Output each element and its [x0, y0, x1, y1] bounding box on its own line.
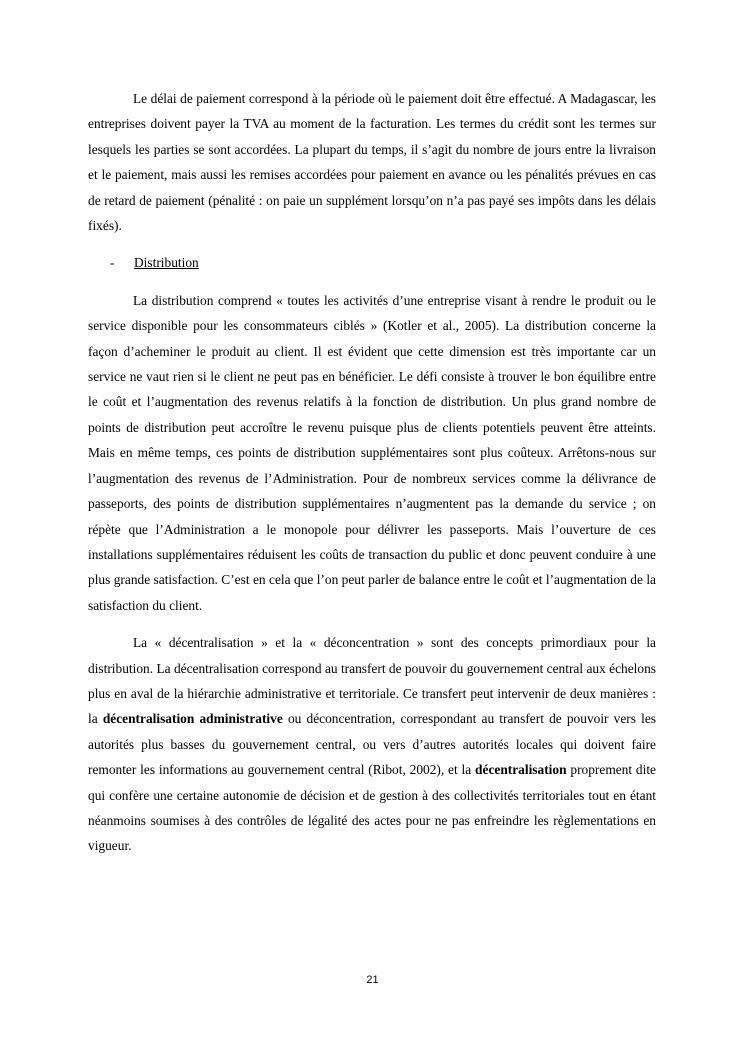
paragraph-distribution: La distribution comprend « toutes les activités d’une entreprise visant à rendre le produit ou le service disponible pour les consommateurs ciblés » (Kotler et al., 2005). La distribution concerne la façon d’acheminer le produit au client. Il est évident que cette dimension est très importante car un service ne vaut rien si le client ne peut pas en bénéficier. Le défi consiste à trouver le bon équilibre entre le coût et l’augmentation des revenus relatifs à la fonction de distribution. Un plus grand nombre de points de distribution peut accroître le revenu puisque plus de clients potentiels peuvent être atteints. Mais en même temps, ces points de distribution supplémentaires sont plus coûteux. Arrêtons-nous sur l’augmentation des revenus de l’Administration. Pour de nombreux services comme la délivrance de passeports, des points de distribution supplémentaires n’augmentent pas la demande du service ; on répète que l’Administration a le monopole pour délivrer les passeports. Mais l’ouverture de ces installations supplémentaires réduisent les coûts de transaction du public et donc peuvent conduire à une plus grande satisfaction. C’est en cela que l’on peut parler de balance entre le coût et l’augmentation de la satisfaction du client. — [88, 292, 656, 613]
bullet-dash: - — [110, 255, 115, 271]
section-heading-label: Distribution — [134, 255, 199, 271]
paragraph-decentralisation-part-2: ou déconcentration, correspondant au transfert de pouvoir vers les autorités plus basses du gouvernement central, ou vers d’autres autorités locales qui doivent faire remonter les informations au gouvernement central (Ribot, 2002), et la — [88, 711, 657, 778]
paragraph-decentralisation-part-3: proprement dite qui confère une certaine autonomie de décision et de gestion à des collectivités territoriales tout en étant néanmoins soumises à des contrôles de légalité des actes pour ne pas enfreindre les règlementations en vigueur. — [88, 762, 656, 854]
term-decentralisation-administrative: décentralisation administrative — [102, 711, 283, 727]
term-decentralisation: décentralisation — [475, 762, 567, 778]
paragraph-decentralisation-part-1: La « décentralisation » et la « déconcentration » sont des concepts primordiaux pour la distribution. La décentralisation correspond au transfert de pouvoir du gouvernement central aux échelons plus en aval de la hiérarchie administrative et territoriale. Ce transfert peut intervenir de deux manières : la — [88, 635, 656, 727]
page-body — [88, 86, 656, 859]
paragraph-decentralisation — [88, 630, 656, 859]
page-number: 21 — [366, 974, 379, 986]
paragraph-payment-terms: Le délai de paiement correspond à la période où le paiement doit être effectué. A Madagascar, les entreprises doivent payer la TVA au moment de la facturation. Les termes du crédit sont les termes sur lesquels les parties se sont accordées. La plupart du temps, il s’agit du nombre de jours entre la livraison et le paiement, mais aussi les remises accordées pour paiement en avance ou les pénalités prévues en cas de retard de paiement (pénalité : on paie un supplément lorsqu’on n’a pas payé ses impôts dans les délais fixés). — [88, 91, 656, 234]
section-heading-distribution — [88, 250, 656, 275]
